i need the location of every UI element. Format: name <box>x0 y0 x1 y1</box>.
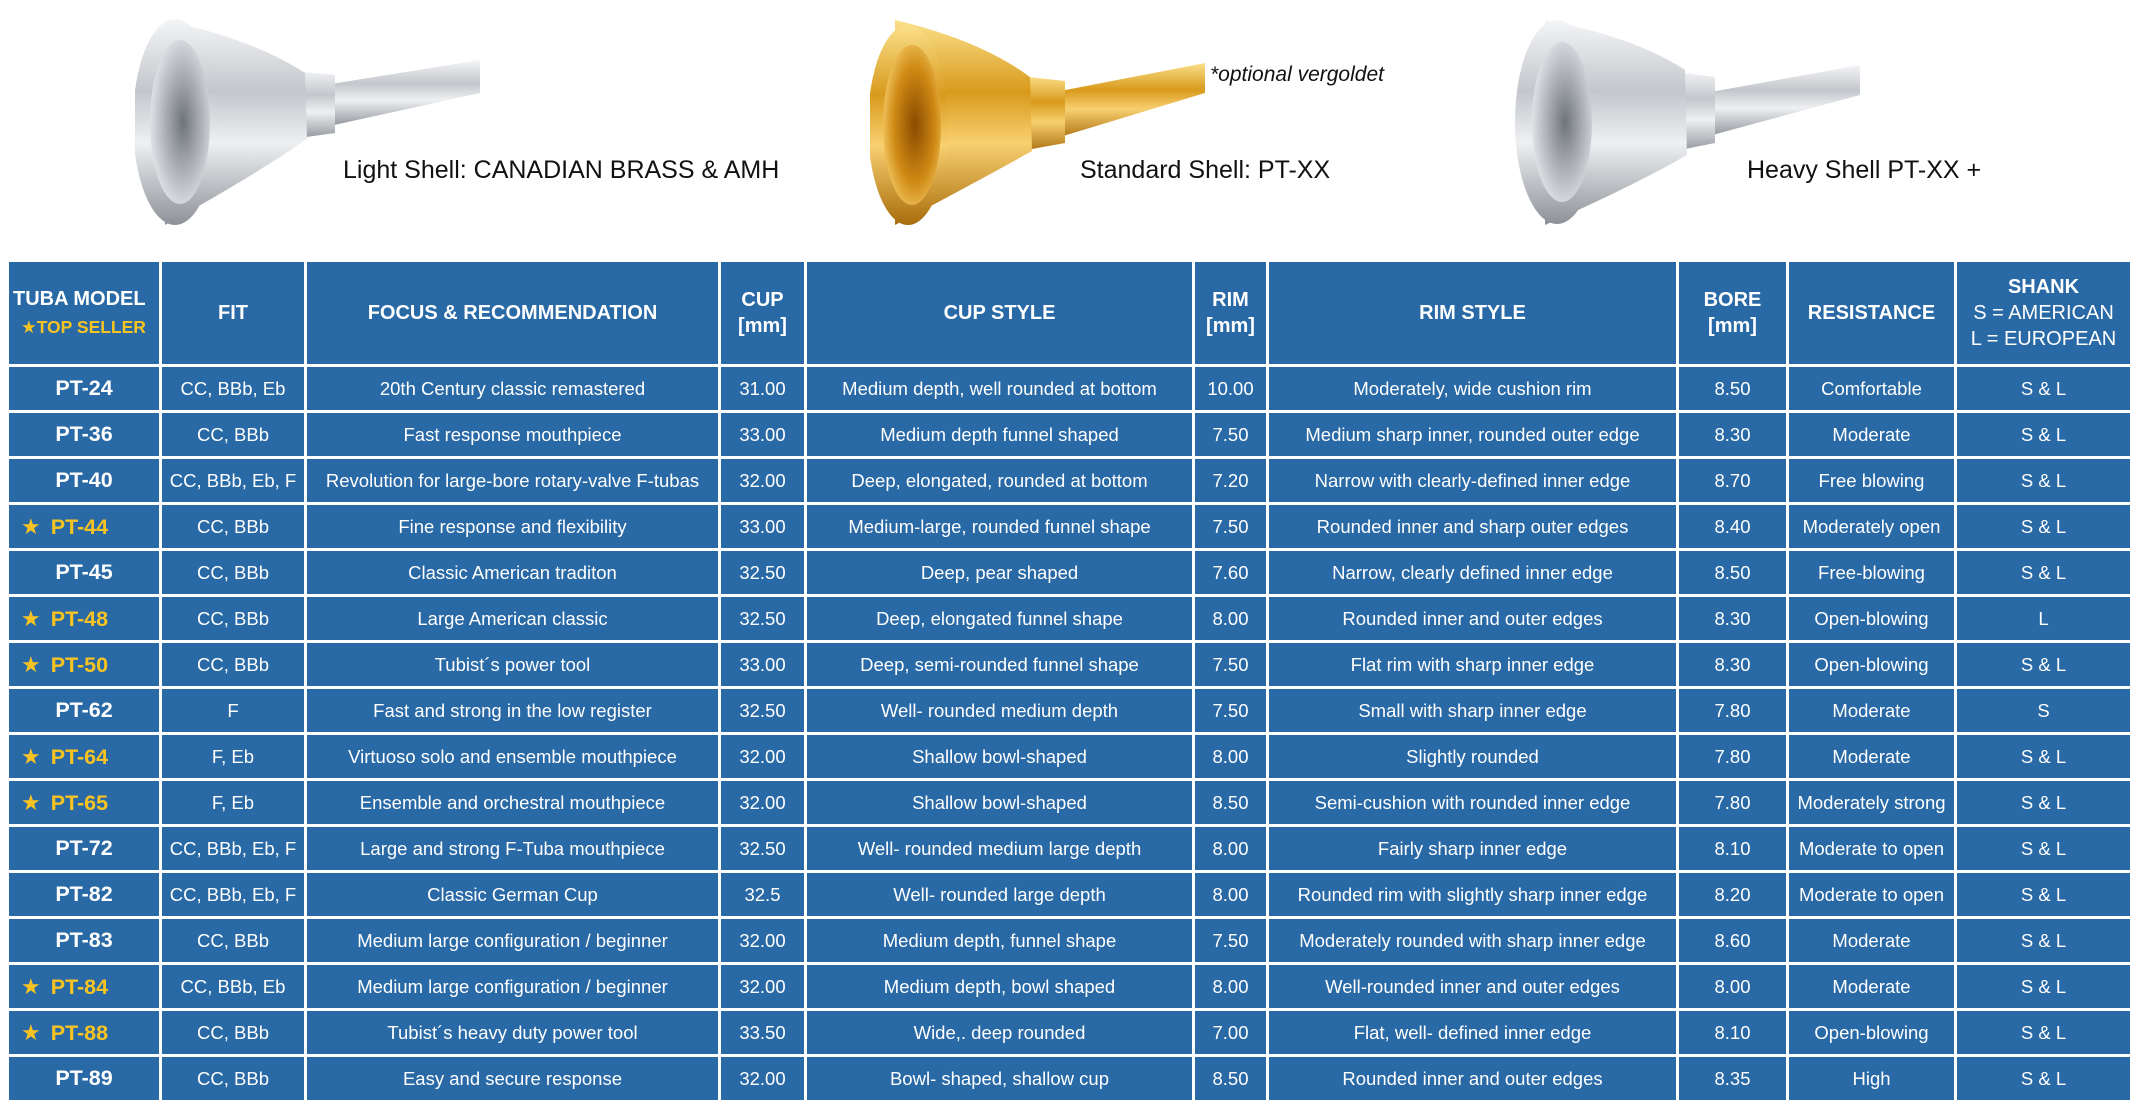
resistance-cell: Open-blowing <box>1788 596 1956 642</box>
bore-cell: 8.30 <box>1678 412 1788 458</box>
model-cell <box>8 780 161 826</box>
resistance-cell: Open-blowing <box>1788 1010 1956 1056</box>
rim-cell: 8.50 <box>1194 780 1268 826</box>
table-row <box>8 780 2132 826</box>
bore-cell: 8.20 <box>1678 872 1788 918</box>
model-name: PT-24 <box>55 376 113 400</box>
table-row <box>8 412 2132 458</box>
rim-style-cell: Flat rim with sharp inner edge <box>1268 642 1678 688</box>
resistance-cell: Free blowing <box>1788 458 1956 504</box>
table-row <box>8 826 2132 872</box>
focus-cell: Large American classic <box>306 596 720 642</box>
fit-cell: CC, BBb, Eb <box>161 964 306 1010</box>
bore-cell: 8.00 <box>1678 964 1788 1010</box>
model-cell <box>8 366 161 412</box>
shank-cell: S & L <box>1956 734 2132 780</box>
model-cell <box>8 550 161 596</box>
focus-cell: Virtuoso solo and ensemble mouthpiece <box>306 734 720 780</box>
table-row <box>8 734 2132 780</box>
bore-cell: 8.50 <box>1678 550 1788 596</box>
table-row <box>8 1010 2132 1056</box>
fit-cell: CC, BBb <box>161 412 306 458</box>
cup-cell: 32.00 <box>720 734 806 780</box>
header-top-seller: ★TOP SELLER <box>21 317 146 337</box>
table-row <box>8 596 2132 642</box>
cup-style-cell: Wide,. deep rounded <box>806 1010 1194 1056</box>
rim-style-cell: Rounded inner and outer edges <box>1268 596 1678 642</box>
rim-style-cell: Small with sharp inner edge <box>1268 688 1678 734</box>
table-row <box>8 642 2132 688</box>
cup-cell: 32.00 <box>720 458 806 504</box>
model-name: PT-64 <box>50 744 109 769</box>
fit-cell: F, Eb <box>161 734 306 780</box>
model-name: PT-83 <box>55 928 113 952</box>
top-seller-star-icon: ★ <box>21 789 41 815</box>
table-row <box>8 872 2132 918</box>
table-row <box>8 918 2132 964</box>
resistance-cell: Free-blowing <box>1788 550 1956 596</box>
rim-cell: 7.50 <box>1194 412 1268 458</box>
shank-cell: S & L <box>1956 1010 2132 1056</box>
rim-cell: 7.00 <box>1194 1010 1268 1056</box>
fit-cell: CC, BBb, Eb, F <box>161 458 306 504</box>
header-shank <box>1956 261 2132 366</box>
shank-cell: S & L <box>1956 642 2132 688</box>
top-seller-star-icon: ★ <box>21 651 41 677</box>
rim-cell: 8.00 <box>1194 596 1268 642</box>
bore-cell: 8.50 <box>1678 366 1788 412</box>
cup-cell: 32.50 <box>720 596 806 642</box>
resistance-cell: Moderate <box>1788 412 1956 458</box>
cup-style-cell: Bowl- shaped, shallow cup <box>806 1056 1194 1102</box>
cup-style-cell: Medium depth, funnel shape <box>806 918 1194 964</box>
focus-cell: Revolution for large-bore rotary-valve F-tubas <box>306 458 720 504</box>
gold-plating-note: *optional vergoldet <box>1210 63 1384 86</box>
top-seller-star-icon: ★ <box>21 743 41 769</box>
header-rim-style: RIM STYLE <box>1268 261 1678 366</box>
table-row <box>8 504 2132 550</box>
bore-cell: 8.30 <box>1678 642 1788 688</box>
header-cup: CUP [mm] <box>720 261 806 366</box>
model-cell <box>8 734 161 780</box>
header-focus: FOCUS & RECOMMENDATION <box>306 261 720 366</box>
light-shell-label: Light Shell: CANADIAN BRASS & AMH <box>343 156 780 184</box>
header-shank-l: L = EUROPEAN <box>1970 328 2117 350</box>
fit-cell: CC, BBb, Eb, F <box>161 826 306 872</box>
model-name: PT-40 <box>55 468 113 492</box>
rim-cell: 7.50 <box>1194 504 1268 550</box>
table-header-row <box>8 261 2132 366</box>
header-shank-label: SHANK <box>2007 276 2080 298</box>
heavy-shell-mouthpiece-image <box>1515 15 1865 225</box>
focus-cell: Medium large configuration / beginner <box>306 918 720 964</box>
model-name: PT-89 <box>55 1066 113 1090</box>
cup-style-cell: Well- rounded medium large depth <box>806 826 1194 872</box>
fit-cell: CC, BBb <box>161 918 306 964</box>
cup-style-cell: Medium depth, bowl shaped <box>806 964 1194 1010</box>
resistance-cell: Moderate <box>1788 964 1956 1010</box>
header-shank-s: S = AMERICAN <box>1973 302 2114 324</box>
resistance-cell: Moderate <box>1788 918 1956 964</box>
top-seller-star-icon: ★ <box>21 513 41 539</box>
shank-cell: S & L <box>1956 780 2132 826</box>
resistance-cell: Moderately open <box>1788 504 1956 550</box>
cup-style-cell: Deep, elongated, rounded at bottom <box>806 458 1194 504</box>
header-tuba-model <box>8 261 161 366</box>
cup-cell: 32.50 <box>720 550 806 596</box>
resistance-cell: Moderate to open <box>1788 872 1956 918</box>
shank-cell: S & L <box>1956 550 2132 596</box>
rim-style-cell: Rounded inner and sharp outer edges <box>1268 504 1678 550</box>
model-name: PT-36 <box>55 422 113 446</box>
focus-cell: Fine response and flexibility <box>306 504 720 550</box>
shank-cell: S & L <box>1956 826 2132 872</box>
cup-cell: 33.00 <box>720 642 806 688</box>
focus-cell: Ensemble and orchestral mouthpiece <box>306 780 720 826</box>
model-cell <box>8 826 161 872</box>
resistance-cell: Moderate to open <box>1788 826 1956 872</box>
bore-cell: 8.10 <box>1678 826 1788 872</box>
resistance-cell: Moderate <box>1788 734 1956 780</box>
model-cell <box>8 412 161 458</box>
shank-cell: S & L <box>1956 1056 2132 1102</box>
rim-cell: 7.20 <box>1194 458 1268 504</box>
model-cell <box>8 458 161 504</box>
model-name: PT-45 <box>55 560 113 584</box>
model-cell <box>8 642 161 688</box>
fit-cell: CC, BBb <box>161 642 306 688</box>
model-cell <box>8 964 161 1010</box>
fit-cell: CC, BBb <box>161 596 306 642</box>
rim-style-cell: Narrow, clearly defined inner edge <box>1268 550 1678 596</box>
rim-style-cell: Semi-cushion with rounded inner edge <box>1268 780 1678 826</box>
top-seller-star-icon: ★ <box>21 973 41 999</box>
shank-cell: S & L <box>1956 366 2132 412</box>
rim-cell: 7.50 <box>1194 642 1268 688</box>
rim-cell: 7.50 <box>1194 688 1268 734</box>
table-row <box>8 688 2132 734</box>
header-resistance: RESISTANCE <box>1788 261 1956 366</box>
table-row <box>8 366 2132 412</box>
rim-cell: 7.60 <box>1194 550 1268 596</box>
rim-style-cell: Medium sharp inner, rounded outer edge <box>1268 412 1678 458</box>
rim-cell: 8.00 <box>1194 734 1268 780</box>
rim-cell: 8.00 <box>1194 872 1268 918</box>
cup-cell: 32.50 <box>720 826 806 872</box>
table-body <box>8 366 2132 1102</box>
bore-cell: 8.10 <box>1678 1010 1788 1056</box>
cup-cell: 32.00 <box>720 964 806 1010</box>
cup-style-cell: Deep, semi-rounded funnel shape <box>806 642 1194 688</box>
bore-cell: 8.70 <box>1678 458 1788 504</box>
cup-style-cell: Medium-large, rounded funnel shape <box>806 504 1194 550</box>
cup-style-cell: Shallow bowl-shaped <box>806 734 1194 780</box>
header-fit: FIT <box>161 261 306 366</box>
cup-cell: 32.50 <box>720 688 806 734</box>
cup-cell: 32.00 <box>720 1056 806 1102</box>
fit-cell: F, Eb <box>161 780 306 826</box>
heavy-shell-label: Heavy Shell PT-XX + <box>1747 156 1982 184</box>
cup-cell: 33.00 <box>720 412 806 458</box>
resistance-cell: Moderate <box>1788 688 1956 734</box>
bore-cell: 7.80 <box>1678 734 1788 780</box>
model-cell <box>8 504 161 550</box>
bore-cell: 8.40 <box>1678 504 1788 550</box>
model-name: PT-84 <box>50 974 109 999</box>
model-name: PT-44 <box>50 514 109 539</box>
fit-cell: CC, BBb <box>161 504 306 550</box>
model-cell <box>8 688 161 734</box>
rim-style-cell: Well-rounded inner and outer edges <box>1268 964 1678 1010</box>
rim-style-cell: Flat, well- defined inner edge <box>1268 1010 1678 1056</box>
table-row <box>8 964 2132 1010</box>
shank-cell: S & L <box>1956 458 2132 504</box>
model-name: PT-50 <box>50 652 109 677</box>
cup-style-cell: Well- rounded medium depth <box>806 688 1194 734</box>
focus-cell: Classic American traditon <box>306 550 720 596</box>
cup-cell: 33.00 <box>720 504 806 550</box>
rim-style-cell: Narrow with clearly-defined inner edge <box>1268 458 1678 504</box>
model-name: PT-62 <box>55 698 113 722</box>
rim-style-cell: Rounded rim with slightly sharp inner edge <box>1268 872 1678 918</box>
top-seller-star-icon: ★ <box>21 1019 41 1045</box>
header-model-label: TUBA MODEL <box>13 288 146 310</box>
table-row <box>8 458 2132 504</box>
shank-cell: S & L <box>1956 872 2132 918</box>
focus-cell: Medium large configuration / beginner <box>306 964 720 1010</box>
model-cell <box>8 596 161 642</box>
rim-cell: 7.50 <box>1194 918 1268 964</box>
cup-cell: 33.50 <box>720 1010 806 1056</box>
rim-style-cell: Moderately, wide cushion rim <box>1268 366 1678 412</box>
standard-shell-mouthpiece-image <box>870 15 1210 225</box>
cup-style-cell: Deep, elongated funnel shape <box>806 596 1194 642</box>
cup-cell: 32.5 <box>720 872 806 918</box>
fit-cell: CC, BBb, Eb, F <box>161 872 306 918</box>
light-shell-mouthpiece-image <box>135 15 485 225</box>
resistance-cell: Comfortable <box>1788 366 1956 412</box>
cup-style-cell: Well- rounded large depth <box>806 872 1194 918</box>
rim-cell: 8.00 <box>1194 826 1268 872</box>
header-bore: BORE [mm] <box>1678 261 1788 366</box>
model-cell <box>8 1010 161 1056</box>
focus-cell: Large and strong F-Tuba mouthpiece <box>306 826 720 872</box>
cup-cell: 32.00 <box>720 918 806 964</box>
model-name: PT-88 <box>50 1020 109 1045</box>
cup-cell: 32.00 <box>720 780 806 826</box>
rim-style-cell: Fairly sharp inner edge <box>1268 826 1678 872</box>
top-seller-star-icon: ★ <box>21 605 41 631</box>
header-rim: RIM [mm] <box>1194 261 1268 366</box>
cup-cell: 31.00 <box>720 366 806 412</box>
resistance-cell: Open-blowing <box>1788 642 1956 688</box>
shank-cell: S & L <box>1956 412 2132 458</box>
fit-cell: CC, BBb, Eb <box>161 366 306 412</box>
focus-cell: Fast and strong in the low register <box>306 688 720 734</box>
focus-cell: Fast response mouthpiece <box>306 412 720 458</box>
cup-style-cell: Shallow bowl-shaped <box>806 780 1194 826</box>
bore-cell: 8.60 <box>1678 918 1788 964</box>
model-cell <box>8 918 161 964</box>
focus-cell: Tubist´s heavy duty power tool <box>306 1010 720 1056</box>
model-name: PT-72 <box>55 836 113 860</box>
shank-cell: S & L <box>1956 964 2132 1010</box>
header-cup-style: CUP STYLE <box>806 261 1194 366</box>
focus-cell: Classic German Cup <box>306 872 720 918</box>
rim-style-cell: Moderately rounded with sharp inner edge <box>1268 918 1678 964</box>
fit-cell: CC, BBb <box>161 1056 306 1102</box>
shank-cell: S <box>1956 688 2132 734</box>
bore-cell: 8.30 <box>1678 596 1788 642</box>
table-row <box>8 550 2132 596</box>
model-cell <box>8 1056 161 1102</box>
shank-cell: L <box>1956 596 2132 642</box>
mouthpiece-spec-table <box>6 259 2133 1103</box>
table-row <box>8 1056 2132 1102</box>
shank-cell: S & L <box>1956 918 2132 964</box>
bore-cell: 7.80 <box>1678 780 1788 826</box>
fit-cell: F <box>161 688 306 734</box>
rim-style-cell: Slightly rounded <box>1268 734 1678 780</box>
fit-cell: CC, BBb <box>161 550 306 596</box>
model-name: PT-82 <box>55 882 113 906</box>
focus-cell: Easy and secure response <box>306 1056 720 1102</box>
cup-style-cell: Deep, pear shaped <box>806 550 1194 596</box>
shank-cell: S & L <box>1956 504 2132 550</box>
model-name: PT-48 <box>50 606 109 631</box>
rim-cell: 8.00 <box>1194 964 1268 1010</box>
standard-shell-label: Standard Shell: PT-XX <box>1080 156 1331 184</box>
bore-cell: 8.35 <box>1678 1056 1788 1102</box>
resistance-cell: Moderately strong <box>1788 780 1956 826</box>
bore-cell: 7.80 <box>1678 688 1788 734</box>
focus-cell: 20th Century classic remastered <box>306 366 720 412</box>
model-name: PT-65 <box>50 790 109 815</box>
model-cell <box>8 872 161 918</box>
rim-cell: 8.50 <box>1194 1056 1268 1102</box>
rim-cell: 10.00 <box>1194 366 1268 412</box>
fit-cell: CC, BBb <box>161 1010 306 1056</box>
focus-cell: Tubist´s power tool <box>306 642 720 688</box>
cup-style-cell: Medium depth funnel shaped <box>806 412 1194 458</box>
resistance-cell: High <box>1788 1056 1956 1102</box>
cup-style-cell: Medium depth, well rounded at bottom <box>806 366 1194 412</box>
rim-style-cell: Rounded inner and outer edges <box>1268 1056 1678 1102</box>
